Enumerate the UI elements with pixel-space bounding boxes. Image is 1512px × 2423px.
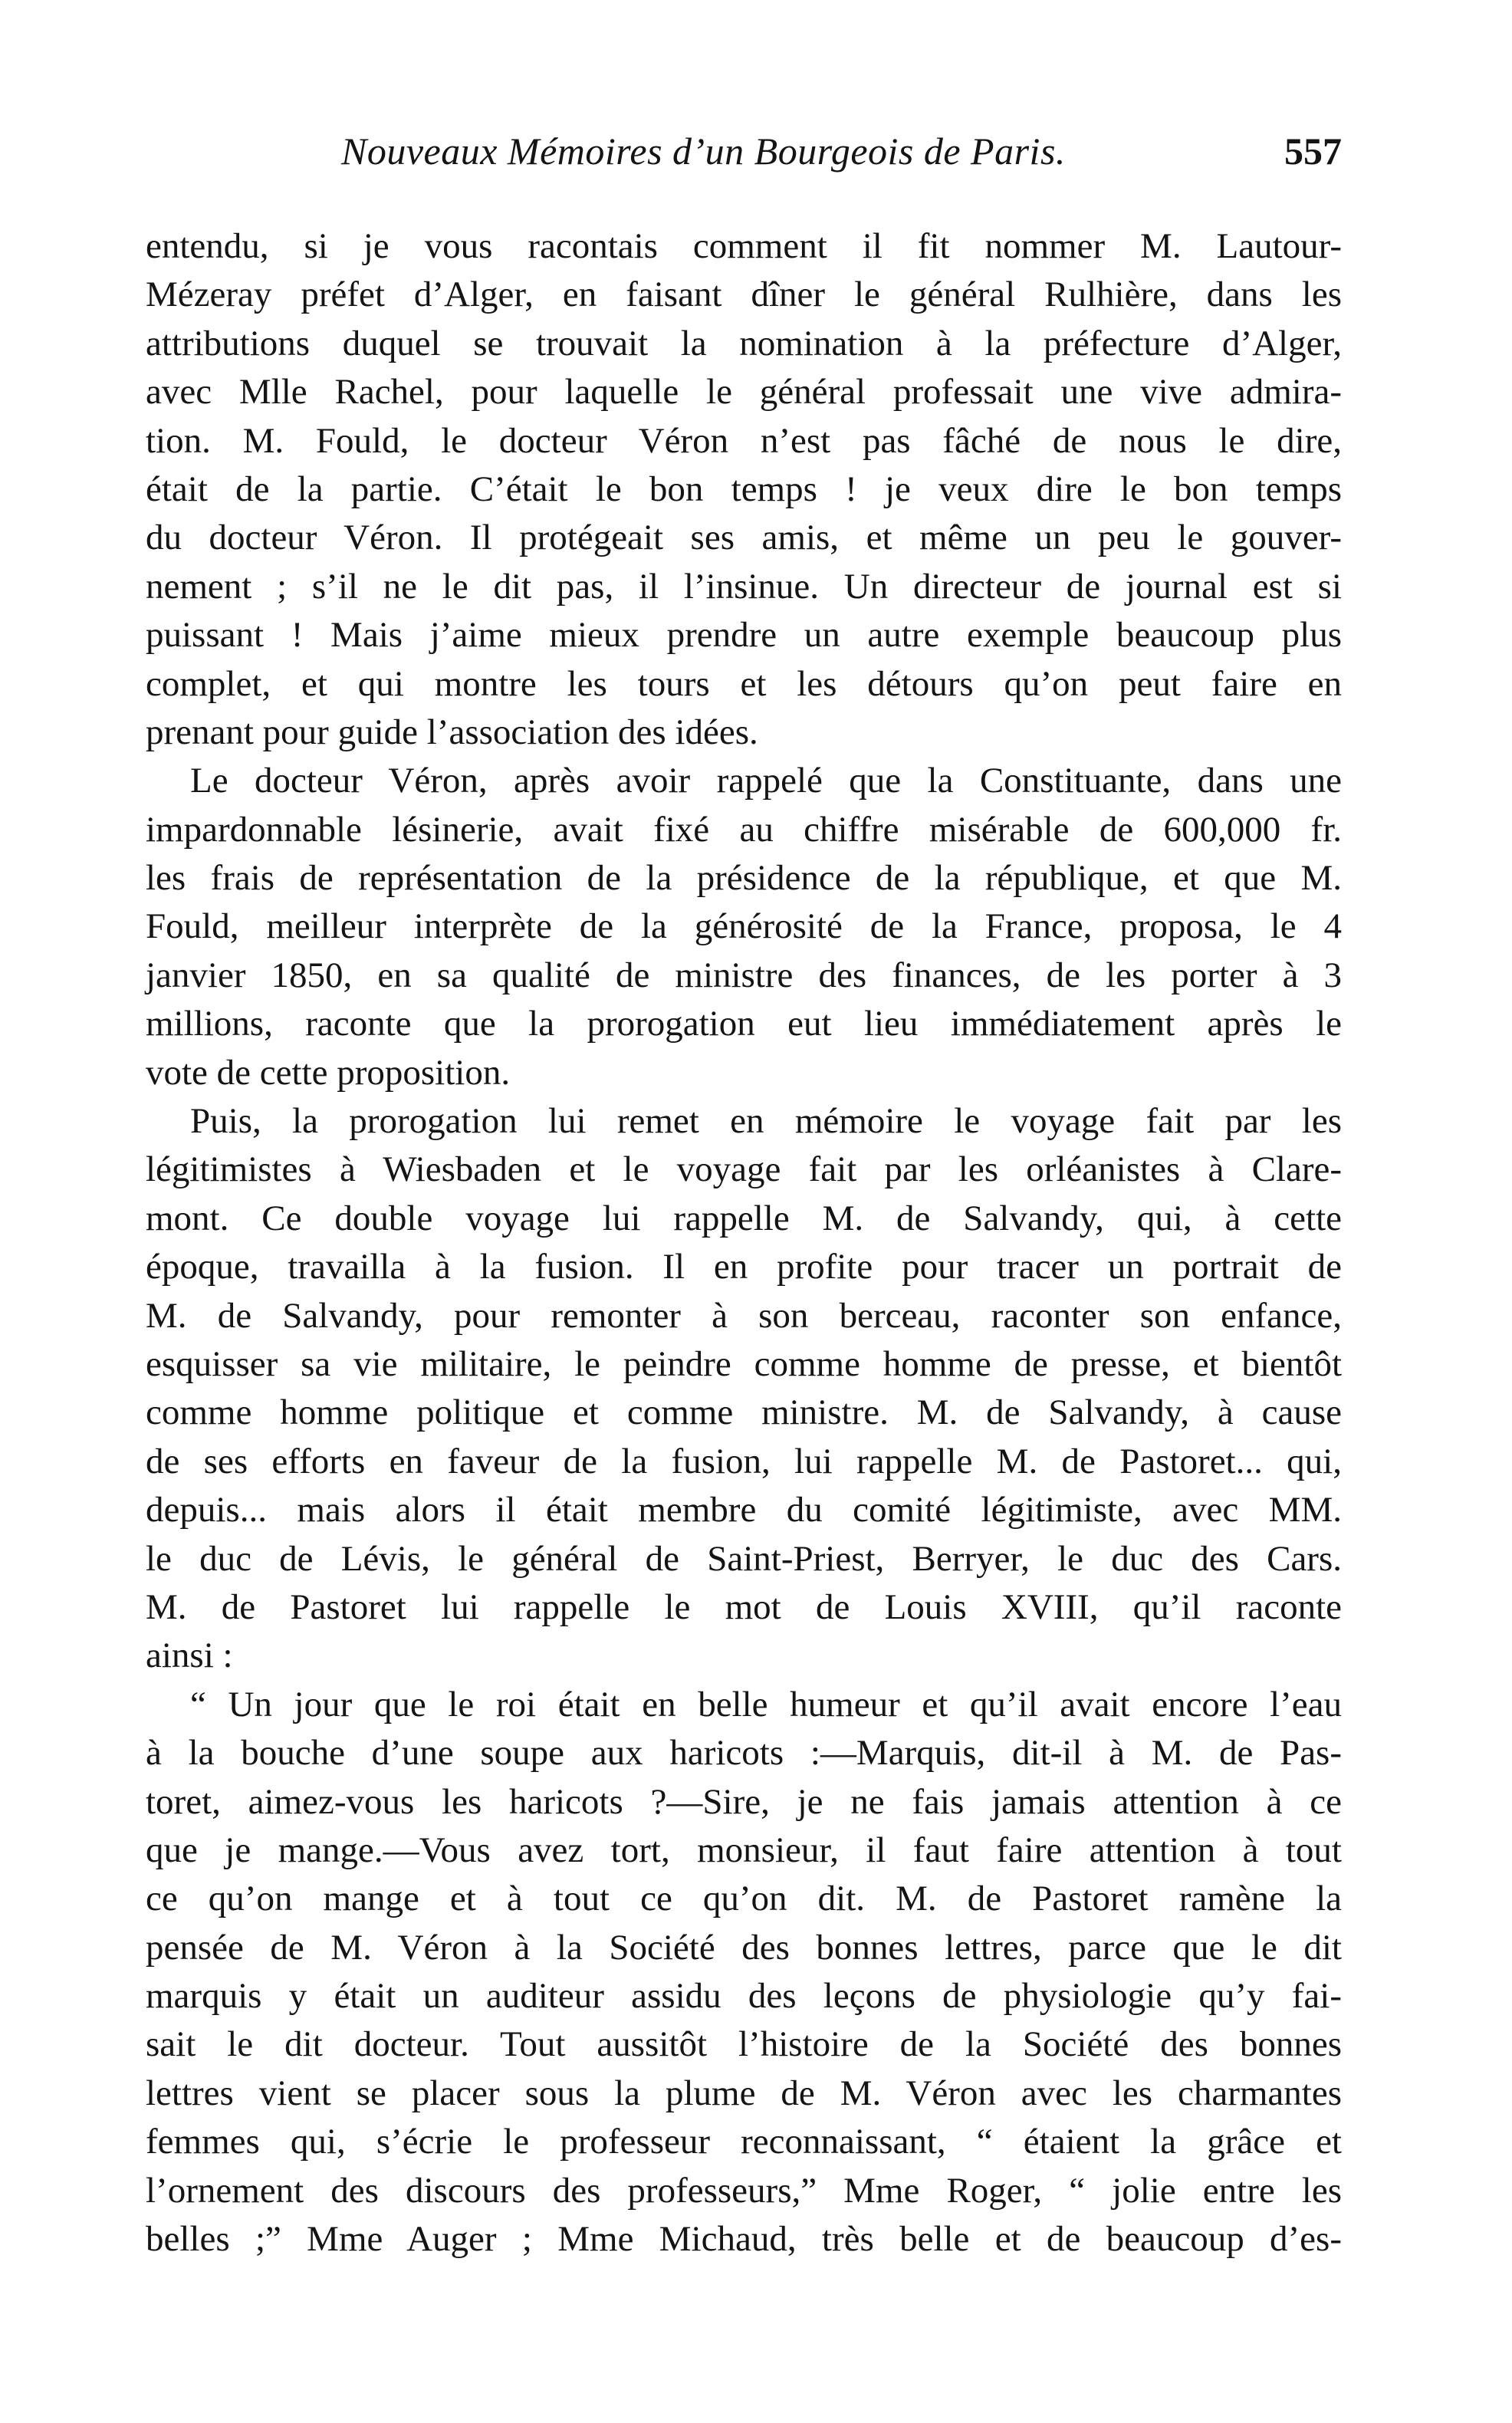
text-line: avec Mlle Rachel, pour laquelle le général professait une vive admira-	[146, 372, 1342, 413]
text-line: sait le dit docteur. Tout aussitôt l’histoire de la Société des bonnes	[146, 2024, 1342, 2065]
text-line: marquis y était un auditeur assidu des leçons de physiologie qu’y fai-	[146, 1976, 1342, 2017]
text-line: à la bouche d’une soupe aux haricots :—Marquis, dit-il à M. de Pas-	[146, 1733, 1342, 1774]
body-text	[146, 222, 1342, 2264]
text-line: millions, raconte que la prorogation eut lieu immédiatement après le	[146, 1004, 1342, 1044]
text-line: le duc de Lévis, le général de Saint-Priest, Berryer, le duc des Cars.	[146, 1538, 1342, 1579]
text-line: belles ;” Mme Auger ; Mme Michaud, très belle et de beaucoup d’es-	[146, 2219, 1342, 2260]
text-line: pensée de M. Véron à la Société des bonnes lettres, parce que le dit	[146, 1927, 1342, 1968]
text-line: complet, et qui montre les tours et les détours qu’on peut faire en	[146, 663, 1342, 704]
text-line: était de la partie. C’était le bon temps ! je veux dire le bon temps	[146, 468, 1342, 509]
text-line: vote de cette proposition.	[146, 1052, 511, 1093]
text-line: puissant ! Mais j’aime mieux prendre un autre exemple beaucoup plus	[146, 615, 1342, 656]
text-line: mont. Ce double voyage lui rappelle M. de Salvandy, qui, à cette	[146, 1198, 1342, 1238]
text-line: nement ; s’il ne le dit pas, il l’insinue. Un directeur de journal est si	[146, 566, 1342, 607]
text-line: époque, travailla à la fusion. Il en profite pour tracer un portrait de	[146, 1247, 1342, 1287]
text-line: prenant pour guide l’association des idées.	[146, 712, 758, 752]
text-line: légitimistes à Wiesbaden et le voyage fait par les orléanistes à Clare-	[146, 1149, 1342, 1190]
page-header	[146, 129, 1342, 182]
text-line: tion. M. Fould, le docteur Véron n’est pas fâché de nous le dire,	[146, 420, 1342, 461]
text-line: que je mange.—Vous avez tort, monsieur, il faut faire attention à tout	[146, 1830, 1342, 1870]
text-line: janvier 1850, en sa qualité de ministre des finances, de les porter à 3	[146, 955, 1342, 995]
text-line: du docteur Véron. Il protégeait ses amis, et même un peu le gouver-	[146, 518, 1342, 558]
text-line: ce qu’on mange et à tout ce qu’on dit. M. de Pastoret ramène la	[146, 1879, 1342, 1919]
text-line: Puis, la prorogation lui remet en mémoire le voyage fait par les	[190, 1101, 1342, 1142]
text-line: lettres vient se placer sous la plume de M. Véron avec les charmantes	[146, 2073, 1342, 2113]
text-line: esquisser sa vie militaire, le peindre comme homme de presse, et bientôt	[146, 1343, 1342, 1384]
text-line: femmes qui, s’écrie le professeur reconnaissant, “ étaient la grâce et	[146, 2122, 1342, 2162]
text-line: Le docteur Véron, après avoir rappelé que la Constituante, dans une	[190, 761, 1342, 801]
text-line: M. de Salvandy, pour remonter à son berceau, raconter son enfance,	[146, 1295, 1342, 1336]
text-line: ainsi :	[146, 1636, 233, 1676]
text-line: entendu, si je vous racontais comment il fit nommer M. Lautour-	[146, 226, 1342, 266]
text-line: l’ornement des discours des professeurs,” Mme Roger, “ jolie entre les	[146, 2170, 1342, 2211]
text-line: impardonnable lésinerie, avait fixé au chiffre misérable de 600,000 fr.	[146, 809, 1342, 850]
running-title: Nouveaux Mémoires d’un Bourgeois de Paris.	[341, 130, 1066, 173]
text-line: les frais de représentation de la présidence de la république, et que M.	[146, 858, 1342, 899]
text-line: comme homme politique et comme ministre. M. de Salvandy, à cause	[146, 1392, 1342, 1433]
text-line: de ses efforts en faveur de la fusion, lui rappelle M. de Pastoret... qui,	[146, 1441, 1342, 1481]
text-line: toret, aimez-vous les haricots ?—Sire, je ne fais jamais attention à ce	[146, 1781, 1342, 1822]
text-line: Mézeray préfet d’Alger, en faisant dîner le général Rulhière, dans les	[146, 275, 1342, 315]
text-line: depuis... mais alors il était membre du comité légitimiste, avec MM.	[146, 1490, 1342, 1530]
text-line: Fould, meilleur interprète de la générosité de la France, proposa, le 4	[146, 906, 1342, 947]
text-line: attributions duquel se trouvait la nomination à la préfecture d’Alger,	[146, 323, 1342, 363]
text-line: “ Un jour que le roi était en belle humeur et qu’il avait encore l’eau	[190, 1684, 1342, 1724]
page-number: 557	[1284, 130, 1342, 173]
text-line: M. de Pastoret lui rappelle le mot de Louis XVIII, qu’il raconte	[146, 1586, 1342, 1627]
